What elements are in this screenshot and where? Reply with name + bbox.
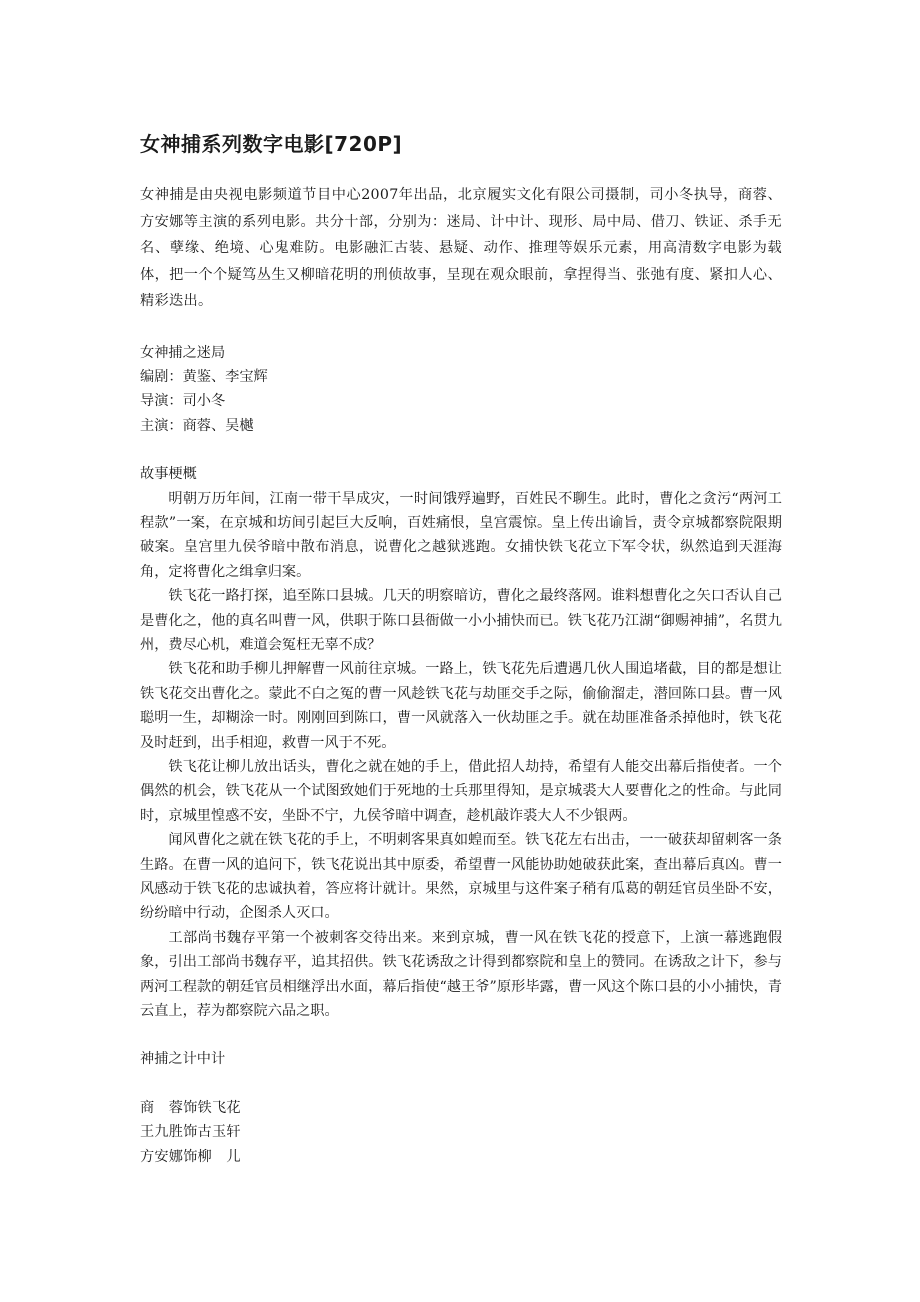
part2-section [140,1047,782,1071]
spacer [140,315,782,341]
synopsis-body [140,487,782,1024]
part1-director: 导演：司小冬 [140,393,226,410]
spacer [140,1023,782,1047]
synopsis-paragraph: 铁飞花和助手柳儿押解曹一风前往京城。一路上，铁飞花先后遭遇几伙人围追堵截，目的都是想让铁飞花交出曹化之。蒙此不白之冤的曹一风趁铁飞花与劫匪交手之际，偷偷溜走，潜回陈口县。曹一风聪明一生，却糊涂一时。刚刚回到陈口，曹一风就落入一伙劫匪之手。就在劫匪准备杀掉他时，铁飞花及时赶到，出手相迎，救曹一风于不死。 [140,661,782,751]
part2-heading: 神捕之计中计 [140,1051,226,1068]
cast-line: 王九胜饰古玉轩 [140,1124,241,1141]
part2-cast-list [140,1096,782,1169]
spacer [140,438,782,462]
part1-credits [140,341,782,439]
document-title: 女神捕系列数字电影[720P] [140,132,403,156]
part1-writer: 编剧：黄鉴、李宝辉 [140,368,268,385]
part1-heading: 女神捕之迷局 [140,344,226,361]
synopsis-paragraph: 工部尚书魏存平第一个被刺客交待出来。来到京城，曹一风在铁飞花的授意下，上演一幕逃跑假象，引出工部尚书魏存平，追其招供。铁飞花诱敌之计得到都察院和皇上的赞同。在诱敌之计下，参与两河工程款的朝廷官员相继浮出水面，幕后指使“越王爷”原形毕露，曹一风这个陈口县的小小捕快，青云直上，荐为都察院六品之职。 [140,929,782,1020]
synopsis-paragraph: 明朝万历年间，江南一带干旱成灾，一时间饿殍遍野，百姓民不聊生。此时，曹化之贪污“两河工程款”一案，在京城和坊间引起巨大反响，百姓痛恨，皇宫震惊。皇上传出谕旨，责令京城都察院限期破案。皇宫里九侯爷暗中散布消息，说曹化之越狱逃跑。女捕快铁飞花立下军令状，纵然追到天涯海角，定将曹化之缉拿归案。 [140,490,782,580]
synopsis-paragraph: 铁飞花让柳儿放出话头，曹化之就在她的手上，借此招人劫持，希望有人能交出幕后指使者。一个偶然的机会，铁飞花从一个试图致她们于死地的士兵那里得知，是京城裘大人要曹化之的性命。与此同时，京城里惶惑不安，坐卧不宁，九侯爷暗中调查，趁机敲诈裘大人不少银两。 [140,759,782,824]
part1-stars: 主演：商蓉、吴樾 [140,417,254,434]
synopsis-paragraph: 铁飞花一路打探，追至陈口县城。几天的明察暗访，曹化之最终落网。谁料想曹化之矢口否认自己是曹化之，他的真名叫曹一风，供职于陈口县衙做一小小捕快而已。铁飞花乃江湖“御赐神捕”，名贯九州，费尽心机，难道会冤枉无辜不成？ [140,588,782,653]
cast-line: 方安娜饰柳 儿 [140,1148,241,1165]
synopsis-heading: 故事梗概 [140,466,197,483]
intro-paragraph: 女神捕是由央视电影频道节目中心2007年出品，北京履实文化有限公司摄制，司小冬执导，商蓉、方安娜等主演的系列电影。共分十部，分别为：迷局、计中计、现形、局中局、借刀、铁证、杀手无名、孽缘、绝境、心鬼难防。电影融汇古装、悬疑、动作、推理等娱乐元素，用高清数字电影为载体，把一个个疑笃丛生又柳暗花明的刑侦故事，呈现在观众眼前，拿捏得当、张弛有度、紧扣人心、精彩迭出。 [140,187,782,309]
synopsis-section [140,462,782,1023]
synopsis-paragraph: 闻风曹化之就在铁飞花的手上，不明刺客果真如蝗而至。铁飞花左右出击，一一破获却留刺客一条生路。在曹一风的追问下，铁飞花说出其中原委，希望曹一风能协助她破获此案，查出幕后真凶。曹一风感动于铁飞花的忠诚执着，答应将计就计。果然，京城里与这件案子稍有瓜葛的朝廷官员坐卧不安，纷纷暗中行动，企图杀人灭口。 [140,832,782,922]
document-page [140,128,782,1169]
spacer [140,1072,782,1096]
cast-line: 商 蓉饰铁飞花 [140,1099,241,1116]
